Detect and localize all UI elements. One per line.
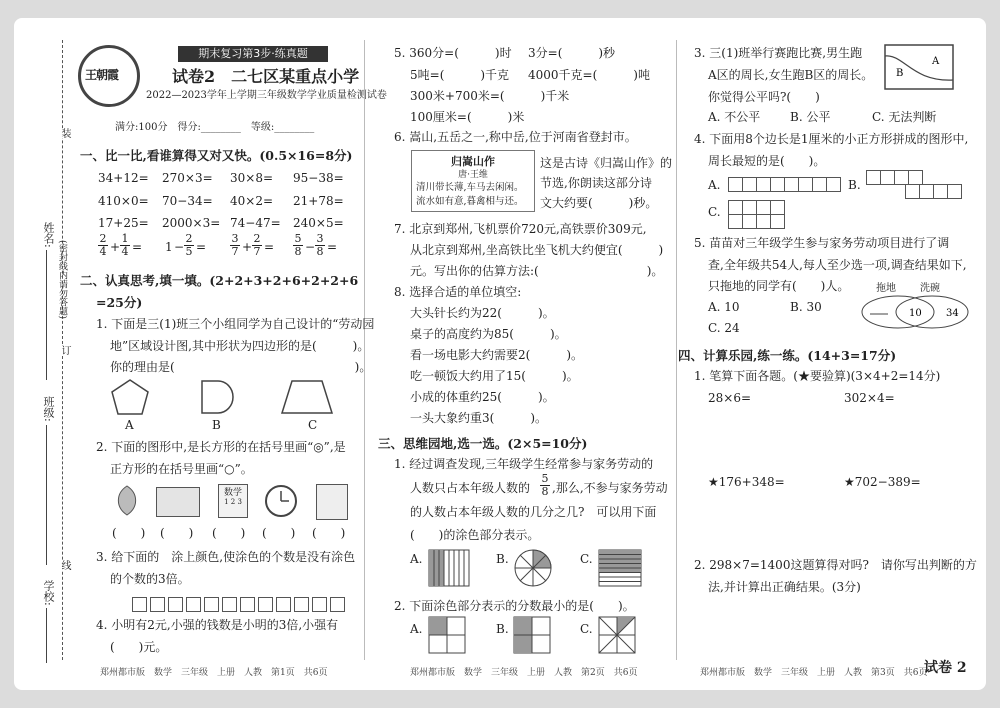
oral-item: 40×2=: [230, 194, 274, 208]
p3-q1-line2b: ,那么,不参与家务劳动: [552, 481, 668, 495]
p3-q2-opt-c: C.: [580, 622, 593, 636]
venn-dishes-only: 34: [946, 308, 959, 319]
equals: =: [132, 240, 143, 254]
logo: [78, 45, 140, 107]
r-q5-line1: 5. 苗苗对三年级学生参与家务劳动项目进行了调: [694, 236, 950, 250]
r-q3-line1: 3. 三(1)班举行赛跑比赛,男生跑: [694, 46, 863, 60]
r-q3-opt-b: B. 公平: [790, 110, 831, 124]
square-quarter-fraction: [428, 616, 466, 654]
footer-page3: 郑州都市版 数学 三年级 上册 人教 第3页 共6页: [700, 668, 928, 678]
part2-heading: 二、认真思考,填一填。(2+2+3+2+6+2+2+6: [80, 273, 359, 288]
square-half-fraction: [513, 616, 551, 654]
operator: −: [174, 240, 185, 254]
portrait-icon: [316, 484, 348, 520]
r-q5-line3: 只拖地的同学有( )人。: [708, 279, 850, 293]
p2-q1-line2: 地”区域设计图,其中形状为四边形的是( )。: [110, 339, 370, 353]
math-book-sub: 1 2 3: [224, 498, 242, 506]
operator: +: [242, 240, 253, 254]
oral-item: 95−38=: [293, 171, 344, 185]
r-q5-opt-b: B. 30: [790, 300, 822, 314]
part2-heading-cont: =25分): [96, 295, 143, 310]
fraction: 3 8: [316, 232, 324, 259]
option-a: A: [125, 418, 134, 432]
calc-item-2: 302×4=: [844, 391, 895, 405]
p3-q1-line3: 的人数占本年级人数的几分之几? 可以用下面: [410, 505, 657, 519]
region-b-label: B: [896, 68, 904, 79]
footer-page1: 郑州都市版 数学 三年级 上册 人教 第1页 共6页: [100, 668, 328, 678]
school-label: 学校:: [42, 580, 55, 606]
oral-item: 21+78=: [293, 194, 344, 208]
oral-item: 17+25=: [98, 216, 149, 230]
school-line: [46, 608, 47, 663]
equals: =: [327, 240, 338, 254]
q8-item: 桌子的高度约为85( )。: [410, 327, 567, 341]
q5-row2-a: 5吨=( )千克: [410, 68, 510, 82]
map-icon: [156, 487, 200, 517]
p3-q1-line2a: 人数只占本年级人数的: [410, 481, 531, 495]
calc-item-1: 28×6=: [708, 391, 752, 405]
fraction: 3 7: [231, 232, 239, 259]
venn-label-mopping: 拖地: [876, 283, 896, 294]
class-line: [46, 425, 47, 565]
answer-paren: ( ): [212, 526, 246, 540]
p4-q1: 1. 笔算下面各题。(★要验算)(3×4+2=14分): [694, 369, 941, 383]
eight-in-row-shape: [728, 177, 840, 192]
r-q3-line3: 你觉得公平吗?( ): [708, 90, 820, 104]
option-b: B: [212, 418, 221, 432]
striped-rectangle-fraction: [428, 549, 470, 587]
p4-q2-line1: 2. 298×7=1400这题算得对吗? 请你写出判断的方: [694, 558, 977, 572]
part1-heading: 一、比一比,看谁算得又对又快。(0.5×16=8分): [80, 148, 353, 163]
q8-item: 吃一顿饭大约用了15( )。: [410, 369, 579, 383]
r-q4-line2: 周长最短的是( )。: [708, 154, 826, 168]
p3-q1-line4: ( )的涂色部分表示。: [410, 528, 540, 542]
trapezoid-shape: [282, 381, 332, 413]
math-book-icon: [218, 484, 248, 518]
venn-overlap: 10: [909, 308, 922, 319]
logo-text: 王朝霞: [85, 68, 119, 82]
exam-title: 试卷2 二七区某重点小学: [172, 67, 360, 86]
q6-right1: 这是古诗《归嵩山作》的: [540, 156, 673, 170]
name-line: [46, 250, 47, 380]
p3-q2-opt-a: A.: [410, 622, 423, 636]
venn-label-dishes: 洗碗: [920, 283, 940, 294]
oral-item: 70−34=: [162, 194, 213, 208]
oral-item: 270×3=: [162, 171, 213, 185]
oral-item: 34+12=: [98, 171, 149, 185]
q5-row4: 100厘米=( )米: [410, 110, 525, 124]
answer-paren: ( ): [112, 526, 146, 540]
operator: −: [305, 240, 316, 254]
p3-q2: 2. 下面涂色部分表示的分数最小的是( )。: [394, 599, 635, 613]
answer-paren: ( ): [312, 526, 346, 540]
r-q4-opt-b: B.: [848, 178, 861, 192]
r-q5-opt-a: A. 10: [708, 300, 740, 314]
fraction: 2 7: [253, 232, 261, 259]
q5-row2-b: 4000千克=( )吨: [528, 68, 650, 82]
q8-item: 看一场电影大约需要2( )。: [410, 348, 583, 362]
equals: =: [196, 240, 207, 254]
race-track-diagram: [884, 44, 954, 90]
half-round-shape: [202, 381, 233, 413]
part3-heading: 三、思维园地,选一选。(2×5=10分): [378, 436, 588, 451]
p3-q2-opt-b: B.: [496, 622, 509, 636]
stepped-shape: [866, 170, 961, 199]
q6-right3: 文大约要( )秒。: [540, 196, 658, 210]
oral-item: 240×5=: [293, 216, 344, 230]
q7-line2: 从北京到郑州,坐高铁比坐飞机大约便宜( ): [410, 243, 664, 257]
seal-note: (密封线内请勿答题): [57, 240, 67, 320]
class-label: 班级:: [42, 396, 55, 422]
p3-q1-opt-b: B.: [496, 552, 509, 566]
fraction: 5 8: [294, 232, 302, 259]
fraction: 2 5: [185, 232, 193, 259]
q5-row1-b: 3分=( )秒: [528, 46, 616, 60]
r-q4-opt-a: A.: [708, 178, 721, 192]
p3-q1-line1: 1. 经过调查发现,三年级学生经常参与家务劳动的: [394, 457, 654, 471]
paper-badge: 试卷 2: [924, 660, 967, 676]
r-q3-opt-a: A. 不公平: [708, 110, 761, 124]
poem-line2: 流水如有意,暮禽相与还。: [416, 196, 524, 207]
venn-diagram: [860, 294, 970, 330]
score-line: 满分:100分 得分:________ 等级:________: [115, 122, 315, 133]
r-q5-line2: 查,全年级共54人,每人至少选一项,调查结果如下,: [708, 258, 967, 272]
p4-q2-line2: 法,并计算出正确结果。(3分): [708, 580, 861, 594]
p2-q2-line1: 2. 下面的图形中,是长方形的在括号里画“◎”,是: [96, 440, 346, 454]
equals: =: [264, 240, 275, 254]
p2-q1-line3: 你的理由是( )。: [110, 360, 372, 374]
q8-item: 小成的体重约25( )。: [410, 390, 555, 404]
lined-rectangle-fraction: [598, 549, 642, 587]
p3-q1-opt-c: C.: [580, 552, 593, 566]
q7-line3: 元。写出你的估算方法:( )。: [410, 264, 664, 278]
seal-mark-2: 订: [59, 345, 70, 355]
fraction-5-8: 5 8: [541, 472, 549, 499]
r-q3-line2: A区的周长,女生跑B区的周长。: [708, 68, 874, 82]
answer-paren: ( ): [160, 526, 194, 540]
coloring-squares: [132, 594, 348, 613]
r-q4-opt-c: C.: [708, 205, 721, 219]
poem-box: [411, 150, 535, 212]
oral-item: 74−47=: [230, 216, 281, 230]
whole-number: 1: [165, 240, 173, 254]
q6-right2: 节选,你朗读这部分诗: [540, 176, 652, 190]
fraction: 1 4: [121, 232, 129, 259]
r-q3-opt-c: C. 无法判断: [872, 110, 937, 124]
math-book-title: 数学: [223, 488, 242, 498]
q5-row1-a: 5. 360分=( )时: [394, 46, 512, 60]
oral-item: 30×8=: [230, 171, 274, 185]
q8-item: 一头大象约重3( )。: [410, 411, 547, 425]
circle-fraction: [513, 548, 553, 588]
column-divider-2: [676, 40, 677, 660]
p3-q1-opt-a: A.: [410, 552, 423, 566]
square-eighth-fraction: [598, 616, 636, 654]
p2-q4-line2: ( )元。: [110, 640, 168, 654]
poem-author: 唐·王维: [458, 170, 488, 180]
poem-title: 归嵩山作: [451, 155, 495, 168]
seal-mark-3: 线: [59, 560, 70, 570]
poem-line1: 清川带长薄,车马去闲闲。: [416, 182, 524, 193]
q6-line1: 6. 嵩山,五岳之一,称中岳,位于河南省登封市。: [394, 130, 637, 144]
calc-item-4: ★702−389=: [844, 475, 921, 489]
p2-q3-line1: 3. 给下面的 涂上颜色,使涂色的个数是没有涂色: [96, 550, 356, 564]
exam-subtitle: 2022—2023学年上学期三年级数学学业质量检测试卷: [146, 90, 387, 101]
clock-icon: [264, 484, 298, 518]
answer-paren: ( ): [262, 526, 296, 540]
p2-q1-line1: 1. 下面是三(1)班三个小组同学为自己设计的“劳动园: [96, 317, 375, 331]
p2-q3-line2: 的个数的3倍。: [110, 572, 190, 586]
p2-q2-line2: 正方形的在括号里画“○”。: [110, 462, 253, 476]
fraction: 2 4: [99, 232, 107, 259]
r-q4-line1: 4. 下面用8个边长是1厘米的小正方形拼成的图形中,: [694, 132, 969, 146]
q5-row3: 300米+700米=( )千米: [410, 89, 570, 103]
q8-item: 大头针长约为22( )。: [410, 306, 555, 320]
r-q5-opt-c: C. 24: [708, 321, 740, 335]
seal-mark-1: 装: [59, 128, 70, 138]
shape-options: [110, 378, 350, 418]
q7-line1: 7. 北京到郑州,飞机票价720元,高铁票价309元,: [394, 222, 647, 236]
part4-heading: 四、计算乐园,练一练。(14+3=17分): [678, 348, 897, 363]
pentagon-shape: [112, 380, 148, 414]
operator: +: [110, 240, 121, 254]
footer-page2: 郑州都市版 数学 三年级 上册 人教 第2页 共6页: [410, 668, 638, 678]
p2-q4-line1: 4. 小明有2元,小强的钱数是小明的3倍,小强有: [96, 618, 339, 632]
region-a-label: A: [932, 56, 940, 67]
leaf-icon: [114, 485, 140, 517]
oral-item: 2000×3=: [162, 216, 221, 230]
banner: 期末复习第3步·练真题: [178, 46, 328, 62]
two-by-four-shape: [728, 200, 784, 229]
option-c: C: [308, 418, 318, 432]
q8-heading: 8. 选择合适的单位填空:: [394, 285, 522, 299]
oral-item: 410×0=: [98, 194, 149, 208]
calc-item-3: ★176+348=: [708, 475, 785, 489]
name-label: 姓名:: [42, 222, 55, 248]
